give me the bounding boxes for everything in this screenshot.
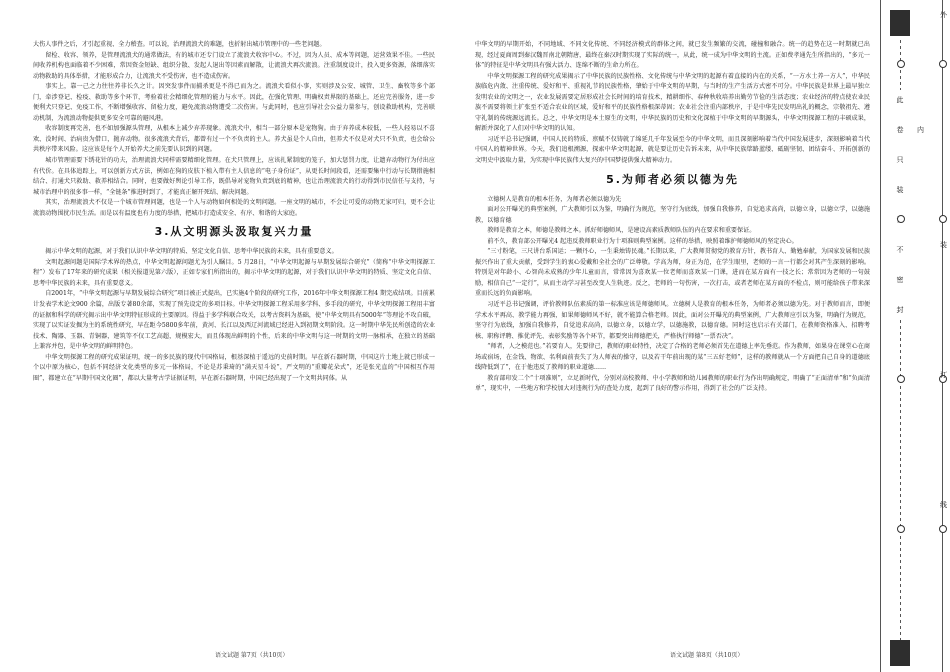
page-footer-right: 语文试题 第8页（共10页） [670,652,744,659]
binding-label: 订 [940,371,947,379]
binding-dash-outer [942,0,943,672]
binding-hole [897,60,905,68]
binding-warning-char: 此 [896,96,904,104]
left-paragraphs-2 [33,247,435,384]
paragraph: 留检、收容、领养，是管理流浪犬的通常做法，有的城市还专门设立了流浪犬收容中心。不过，因为人员、成本等问题，运营效果不佳。一些民间收养机构也面临着不少困难，常因资金短缺、组织分散、发起人退出等因素而解散，让流浪犬再次流浪。注重制度设计，投入更多资源，落细落实动物救助的具体举措，才能形成合力，让流浪犬不受伤害，也不造成伤害。 [33,51,435,80]
section-5-heading: 5.为师者必须以德为先 [606,172,739,186]
paragraph: 前不久，教育部公开曝光4 起违反教师职业行为十项准则典型案例。这样的举措，映照着维护师德师风的坚定决心。 [487,237,798,245]
paragraph: 城市管理需要下绣花针的功夫，治理流浪犬同样需要精细化管理。在犬只管理上，应该扎紧制度的笼子，加大惩罚力度，让遗弃动物行为付出应有代价。在具体追踪上，可以创新方式方法，例如在狗的皮肤下植入带有主人信息的“电子身份证”，从更长时间段看，还需要集中行动与长期措施相结合、打通犬只救助、救养相结合。同时，也要做好舆论引导工作，既倡导对宠物负责到底的精神，也让治理流浪犬的行动得到市民信任与支持，与城市治理中的很多事一样，“全链条”推进时到了，才能真正解开死结、解决问题。 [33,157,435,196]
paragraph: 中华文明探源工程的研究成果揭示了中华民族的民族性格、文化传统与中华文明的起源有着直接的内在的关系，“一方水土养一方人”，中华民族临危内敛、注重传统、爱好和平、重视礼节的民族性格，肇始于中华文明的早期，与当时的生产生活方式密不可分。中华民族是世界上最早独立发明农业的文明之一，农业发展需要定居形成社会长时间的培育技术，精耕细作、春种秋收培养出勤劳节俭的生活态度；农业经济的特点使农业民族不需要将领土扩张至不适合农业的区域，爱好和平的民族性格根深蒂固；农业社会注重内部秩序，于是中华先民发明出礼的概念，宗敬祖先、遵守礼制的传统源远流长。总之，中华文明是本土原生的文明，中华民族的历史和文化深植于中华文明的早期源头，中华文明探源工程的丰硕成果，解新并深化了人们对中华文明的认知。 [475,72,870,133]
paragraph: 教育部印发二个“十项准则”，立足新时代，分别对高校教师、中小学教师和幼儿园教师的职业行为作出明确规定，明确了“正面清单”和“负面清单”，现实中，一些地方和学校加大对违规行为的查处力度，起到了良好的警示作用，得到了社会的广泛支持。 [475,374,870,393]
binding-label: 外 [940,11,947,19]
binding-label: 线 [940,501,947,509]
right-paragraphs-2 [475,195,870,395]
paragraph: 大伤人事件之后，才引起重视、全力稽查。可以说，治理流浪犬的难题，也折射出城市管理中的一些老问题。 [33,41,326,48]
paragraph: 中华文明探源工程的研究成果证明，统一的多民族的现代中国格局，根基深植于遥远的史前时期。早在新石器时期，中国这片土地上就已形成一个以中原为核心，包括不同经济文化类型的多元一体格局，不论是苏秉琦的“满天星斗说”，严文明的“重瓣花朵式”，还是张光直的“中国相互作用圈”，都建立在“早期中国文化圈”，都以大量考古学证据证明，早在新石器时期，中国已经出现了一个文明共同体。从 [33,353,435,382]
left-page [0,0,470,672]
binding-hole [897,375,905,383]
paragraph: 习近平总书记强调，中国人民的特质、禀赋不仅铸就了绵延几千年发展至今的中华文明，而且深刻影响着当代中国发展进步，深刻影响着当代中国人的精神世界。今天，我们追根溯源，探索中华文明起源，就是要让历史告诉未来，从中华民族筚路蓝缕、砥砺坚韧、团结奋斗、开拓创新的文明史中汲取力量，为实现中华民族伟大复兴的中国梦提供强大精神动力。 [475,135,870,165]
paragraph: 中华文明的早期开始，不同地域、不同文化传统、不同经济模式的群体之间，就已发生频繁的交流，碰撞和融合。统一的趋势在这一时期就已出现，经过夏商周到秦汉魏晋南北朝隋唐，最终在秦汉时期实现了实际的统一，从此，统一成为中华文明的主流。正如费孝通先生所指出的，“多元一体”的特征是中华文明具有强大活力、连绵不断的生命力所在。 [475,41,870,70]
binding-hole-outer [939,215,947,223]
binding-hole [897,525,905,533]
binding-hole-outer [939,525,947,533]
paragraph: 教师是教育之本，师德是教师之本。抓好师德师风，是建设高素质教师队伍的内在要求和重要保证。 [487,227,756,235]
paragraph: “师者，人之模范也。”若要育人，先要律己，教师的职业特性，决定了合格的老师必须首先在道德上率先垂范。作为教师，如果身在课堂心在商场或宿场，在金钱、物欲、名利面前丧失了为人师表的操守，以及若干年前出现的某“三五好老师”，这样的教师就从一个方面把自己自身的道德底线降低到了”，在于他违反了教师的职业道德…… [475,343,870,372]
binding-band-top [890,10,910,36]
paragraph: 习近平总书记强调，评价教师队伍素质的第一标准应该是师德师风。立德树人是教育的根本任务，为师者必须以德为先。对于教师而言，即便学术水平再高、教学能力再强，如果师德师风不好，就不能算合格老师。因此，面对公开曝光的典型案例，广大教师应引以为鉴，明确行为规范，坚守行为底线，加强自我修养，自觉追求高尚，以德立身，以德立学，以德施教，以德育德。同时这也启示有关部门，在教师资格准入、招聘考核、职称评聘、推优评先、表彰奖励等各个环节，都要突出师德把关，严格执行师德“一票否决”。 [475,301,870,340]
paragraph: 自2001年，“中华文明起源与早期发展综合研究”项目被正式提出，已实施4个阶段的研究工作，2016年中华文明探源工程4 期完成结项。目前累计发表学术论文900 余篇，出版专著80余部，实现了预先设定的多项目标。中华文明探源工程采用多学科、多手段的研究，中华文明探源工程用丰富的证据和科学的研究揭示出中华文明特征形成的主要原因。得益于多学科联合攻关，以考古资料为基础，使“中华文明具有5000年”等理论不攻自破，实现了以实证发掘为主的系统性研究，早在距今5800多年前，黄河、长江以及西辽河流域已经进入到初期文明阶段。这一时期中华先民所创造的农业技术、陶器、玉器、青铜器，建筑等不仅工艺高超，规模宏大，而且体现出鲜明的个性，后来的中华文明与这一时期的文明一脉相承，在独立的基础上兼容并包，是中华文明的鲜明特色。 [33,290,435,351]
binding-warning-char: 只 [896,156,904,164]
paragraph: 收容制度再完善，也不如加强源头管理，从根本上减少弃养现象。流浪犬中，相当一部分原本是宠物狗。由于弃养成本较低，一些人轻易以不喜欢、没时间、治病贵为借口，抛弃动物。很多流浪犬背后，都曾有过一个不负责的主人。养犬虽是个人自由，但养犬不仅是对犬只不负责，也会给公共秩序带来风险。这应该是每个人开始养犬之前先要认识到的问题。 [33,125,435,154]
binding-warning-char: 卷 [896,126,904,134]
paragraph: 文明起源问题是国际学术界的热点，中华文明起源问题尤为引人瞩目。5 月28日，“中华文明起源与早期发展综合研究”（简称“中华文明探源工程”）发布了17年来的研究成果（相关报道见第六版），正如专家们所指出的，揭示中华文明的起源，对于我们认识中华文明的特质、坚定文化自信、思考中华民族的未来，具有重要意义。 [33,258,435,287]
paragraph: 揭示中华文明的起源，对于我们认识中华文明的特质、坚定文化自信、思考中华民族的未来，具有重要意义。 [45,248,338,256]
binding-band-bottom [890,640,910,666]
binding-label: 装 [940,241,947,249]
paragraph: 面对公开曝光的典型案例，广大教师引以为鉴，明确行为规范，坚守行为底线，加强自我修养，自觉追求高尚，以德立身，以德立学，以德施教，以德育德 [475,206,870,224]
section-3-heading: 3.从文明源头汲取复兴力量 [154,225,314,239]
paragraph: “三寸粉笔，三尺讲台系国运；一颗丹心，一生秉烛铸民魂。”长期以来，广大教师贯彻党的教育方针，教书育人、勤勉奉献，为国家发展和民族振兴作出了重大贡献，受到学生的衷心爱戴和全社会的广泛尊敬。学高为师，身正为范，在学生眼里，老师的一言一行都会对其产生深刻的影响。特别是对年龄小、心智尚未成熟的少年儿童而言，常常因为喜欢某一位老师而喜欢某一门课，进而在某方面有一技之长；常常因为老师的一句鼓励，相信自己“一定行”，从而主动学习甚至改变人生轨迹。反之，老师的一句伤害，一次打击，或者老师在某方面的不检点，则可能给孩子带来深重而长远的负面影响。 [475,248,870,298]
binding-hole-outer [939,60,947,68]
binding-warning-char: 不 [896,246,904,254]
paragraph: 立德树人是教育的根本任务，为师者必须以德为先 [487,195,622,203]
binding-margin [876,0,950,672]
page-footer-left: 语文试题 第7页（共10页） [215,652,289,659]
right-paragraphs [475,40,870,167]
binding-warning-char: 装 [896,186,904,194]
binding-rule-outer [880,0,881,672]
binding-hole [897,215,905,223]
binding-dash [900,320,901,640]
binding-warning-char: 封 [896,306,904,314]
left-column [33,40,435,384]
binding-warning-text [892,95,908,315]
left-paragraphs [33,40,435,219]
binding-label: 内 [917,126,924,134]
right-column [475,40,870,395]
binding-warning-char: 密 [896,276,904,284]
paragraph: 其实，治理流浪犬不仅是一个城市管理问题，也是一个人与动物如何相处的文明问题。一座文明的城市，不会让可爱的动物无家可归，更不会让流浪动物围扰市民生活。而是以有温度也有力度的举措，把城市打造成安全、有序、和谐的大家庭。 [33,199,435,217]
paragraph: 事实上，靠一己之力往往养非长久之计。因突发事件而捕杀更是不得已而为之。流浪犬看似小事，实则涉及公安、城管、卫生、畜牧等多个部门，牵涉登记、检疫、救助等多个环节，考验着社会精细化管理的能力与水平。因此，在强化管理、明确权责界限的基础上，还应完善服务，进一步便利犬只登记、免疫工作，不断增强收容、留检力度，避免流浪动物遭受二次伤害。与此同时，也应引导社会公益力量参与，创设救助机构，完善联动机制，为流浪动物提供更多安全可靠的避风港。 [33,83,435,122]
right-page [470,0,875,672]
